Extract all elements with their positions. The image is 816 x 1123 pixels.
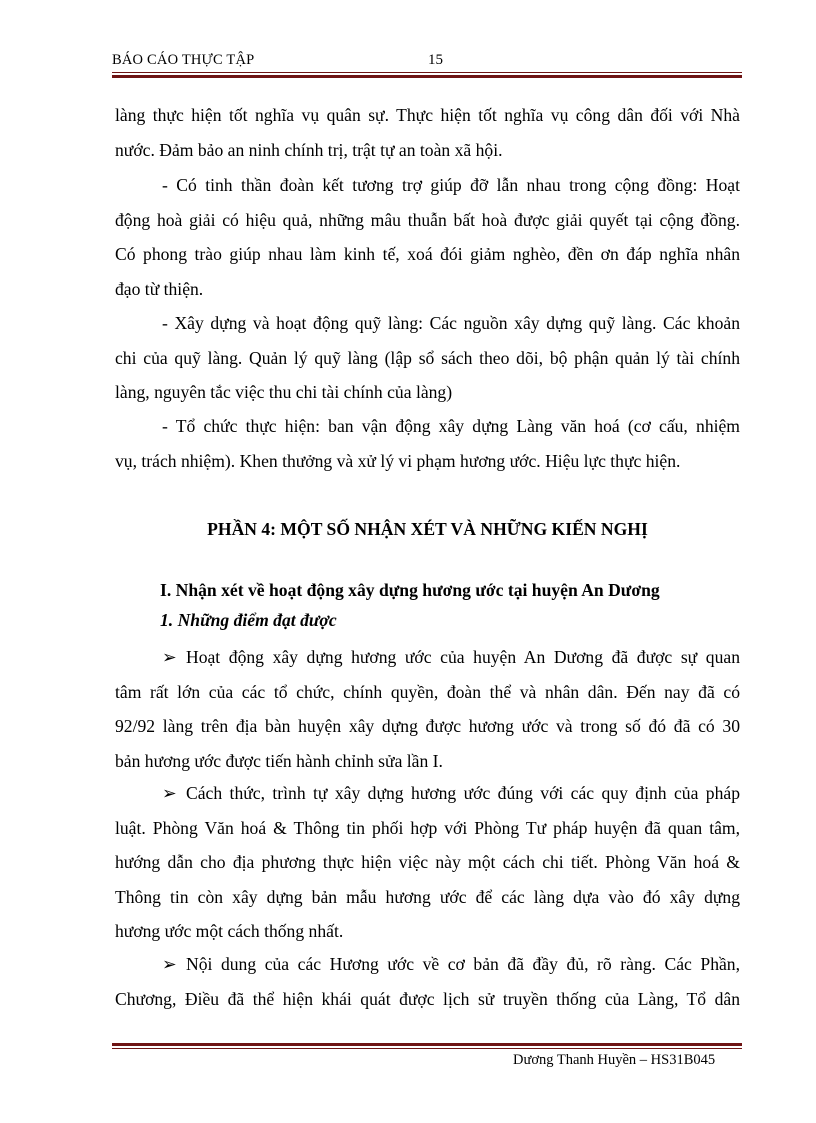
text-line: Có phong trào giúp nhau làm kinh tế, xoá đói giảm nghèo, đền ơn đáp nghĩa nhân (115, 244, 740, 265)
text-line: bản hương ước được tiến hành chỉnh sửa lần I. (115, 750, 443, 771)
header-rule-thin (112, 72, 742, 73)
footer-author: Dương Thanh Huyền – HS31B045 (513, 1052, 716, 1068)
text-line: đạo từ thiện. (115, 278, 204, 299)
text-line (115, 947, 740, 982)
text-line: chi của quỹ làng. Quản lý quỹ làng (lập sổ sách theo dõi, bộ phận quản lý tài chính (115, 347, 740, 368)
text-line: Chương, Điều đã thể hiện khái quát được lịch sử truyền thống của Làng, Tổ dân (115, 988, 740, 1009)
footer-rule-thin (112, 1048, 742, 1049)
footer-rule-thick (112, 1043, 742, 1046)
arrow-bullet-icon: ➢ (162, 783, 177, 803)
paragraph-3 (115, 306, 740, 410)
text-line (115, 640, 740, 675)
text-line: luật. Phòng Văn hoá & Thông tin phối hợp với Phòng Tư pháp huyện đã quan tâm, (115, 817, 740, 838)
text-line: hướng dẫn cho địa phương thực hiện việc này một cách chi tiết. Phòng Văn hoá & (115, 852, 740, 873)
text-line: hương ước một cách thống nhất. (115, 921, 344, 942)
bullet-paragraph-2 (115, 776, 740, 949)
sub-subheading: 1. Những điểm đạt được (160, 610, 337, 630)
text-line: làng, nguyên tắc việc thu chi tài chính của làng) (115, 382, 453, 403)
text-line: - Xây dựng và hoạt động quỹ làng: Các nguồn xây dựng quỹ làng. Các khoản (162, 313, 740, 333)
page-number: 15 (428, 52, 443, 68)
text-line: động hoà giải có hiệu quả, những mâu thuẫn bất hoà được giải quyết tại cộng đồng. (115, 209, 740, 230)
header-title: BÁO CÁO THỰC TẬP (112, 52, 255, 68)
paragraph-4 (115, 409, 740, 478)
text-span: Cách thức, trình tự xây dựng hương ước đúng với các quy định của pháp (186, 783, 740, 803)
header-rule-thick (112, 75, 742, 78)
section-title: PHẦN 4: MỘT SỐ NHẬN XÉT VÀ NHỮNG KIẾN NGHỊ (207, 519, 648, 539)
text-span: Nội dung của các Hương ước về cơ bản đã đầy đủ, rõ ràng. Các Phần, (186, 954, 740, 974)
arrow-bullet-icon: ➢ (162, 954, 177, 974)
text-line: 92/92 làng trên địa bàn huyện xây dựng được hương ước và trong số đó đã có 30 (115, 716, 740, 737)
text-line: nước. Đảm bảo an ninh chính trị, trật tự an toàn xã hội. (115, 139, 503, 160)
bullet-paragraph-1 (115, 640, 740, 778)
text-line: Thông tin còn xây dựng bản mẫu hương ước để các làng dựa vào đó xây dựng (115, 886, 740, 907)
text-line: làng thực hiện tốt nghĩa vụ quân sự. Thực hiện tốt nghĩa vụ công dân đối với Nhà (115, 105, 740, 125)
subheading: I. Nhận xét về hoạt động xây dựng hương ước tại huyện An Dương (160, 580, 660, 600)
bullet-paragraph-3 (115, 947, 740, 1016)
arrow-bullet-icon: ➢ (162, 647, 177, 667)
text-line: tâm rất lớn của các tổ chức, chính quyền, đoàn thể và nhân dân. Đến nay đã có (115, 681, 740, 702)
text-line: - Tổ chức thực hiện: ban vận động xây dựng Làng văn hoá (cơ cấu, nhiệm (162, 416, 740, 436)
text-line: vụ, trách nhiệm). Khen thưởng và xử lý vi phạm hương ước. Hiệu lực thực hiện. (115, 450, 681, 471)
text-line: - Có tinh thần đoàn kết tương trợ giúp đỡ lẫn nhau trong cộng đồng: Hoạt (162, 175, 740, 195)
text-span: Hoạt động xây dựng hương ước của huyện An Dương đã được sự quan (186, 647, 740, 667)
paragraph-2 (115, 168, 740, 306)
text-line (115, 776, 740, 811)
page-header (112, 52, 742, 72)
paragraph-1 (115, 98, 740, 167)
